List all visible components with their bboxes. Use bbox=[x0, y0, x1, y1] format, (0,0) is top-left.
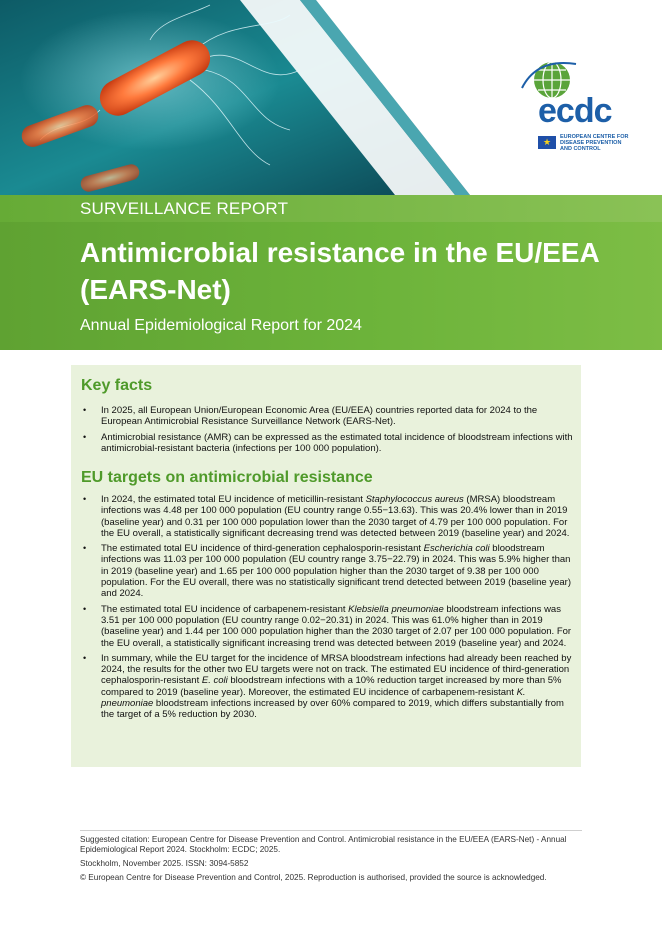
key-facts-heading: Key facts bbox=[81, 377, 153, 394]
key-facts-list bbox=[81, 405, 573, 458]
ecdc-logo-wordmark: ecdc bbox=[538, 92, 612, 130]
ecdc-logo bbox=[516, 58, 628, 154]
footer bbox=[80, 830, 582, 887]
eu-flag-icon: ★ bbox=[538, 136, 556, 149]
report-title: Antimicrobial resistance in the EU/EEA (EARS-Net) bbox=[80, 237, 599, 305]
ecdc-logo-subtext: EUROPEAN CENTRE FOR DISEASE PREVENTION AND CONTROL bbox=[560, 134, 629, 152]
cover-header bbox=[0, 0, 662, 350]
key-facts-box bbox=[71, 365, 581, 767]
suggested-citation: Suggested citation: European Centre for Disease Prevention and Control. Antimicrobial resistance in the EU/EEA (EARS-Net) - Annual Epidemiological Report 2024. Stockholm: ECDC; 2025. bbox=[80, 835, 567, 854]
key-fact-item: • Antimicrobial resistance (AMR) can be expressed as the estimated total incidence of bloodstream infections with antimicrobial-resistant bacteria (infections per 100 000 population). bbox=[81, 432, 573, 455]
eu-target-item: • The estimated total EU incidence of third-generation cephalosporin-resistant Escherichia coli bloodstream infections was 11.03 per 100 000 population (EU country range 3.75−22.79) in 2024. This was 5.9% higher than in 2019 (baseline year) and 1.65 per 100 000 population higher than the 2030 target of 9.38 per 100 000 population. For the EU overall, there was no statistically significant trend detected between 2019 (baseline year) and 2024. bbox=[81, 543, 573, 599]
eu-targets-list bbox=[81, 494, 573, 725]
eu-target-item: • In 2024, the estimated total EU incidence of meticillin-resistant Staphylococcus aureus (MRSA) bloodstream infections was 4.48 per 100 000 population (EU country range 0.55−13.63). This was 20.4% lower than in 2019 (baseline year) and 0.31 per 100 000 population lower than the 2030 target of 4.79 per 100 000 population. For the EU overall, a statistically significant decreasing trend was detected between 2019 (baseline year) and 2024. bbox=[81, 494, 573, 539]
copyright: © European Centre for Disease Prevention and Control, 2025. Reproduction is authorised, provided the source is acknowledged. bbox=[80, 873, 547, 882]
report-subtitle: Annual Epidemiological Report for 2024 bbox=[80, 317, 362, 334]
eu-target-item: • The estimated total EU incidence of carbapenem-resistant Klebsiella pneumoniae bloodstream infections was 3.51 per 100 000 population (EU country range 0.02−20.31) in 2024. This was 61.0% higher than in 2019 (baseline year) and 1.44 per 100 000 population higher than the 2030 target of 2.07 per 100 000 population. For the EU overall, a statistically significant increasing trend was detected between 2019 (baseline year) and 2024. bbox=[81, 604, 573, 649]
eu-target-item: • In summary, while the EU target for the incidence of MRSA bloodstream infections had already been reached by 2024, the results for the other two EU targets were not on track. The estimated EU incidence of third-generation cephalosporin-resistant E. coli bloodstream infections with a 10% reduction target increased by more than 5% compared to 2019 (baseline year). Moreover, the estimated EU incidence of carbapenem-resistant K. pneumoniae bloodstream infections increased by over 60% compared to 2019, which differs substantially from the target of a 5% reduction by 2030. bbox=[81, 653, 573, 721]
eu-targets-heading: EU targets on antimicrobial resistance bbox=[81, 469, 373, 486]
place-issn: Stockholm, November 2025. ISSN: 3094-5852 bbox=[80, 859, 249, 868]
key-fact-item: • In 2025, all European Union/European Economic Area (EU/EEA) countries reported data for 2024 to the European Antimicrobial Resistance Surveillance Network (EARS-Net). bbox=[81, 405, 573, 428]
report-type: SURVEILLANCE REPORT bbox=[80, 199, 289, 218]
